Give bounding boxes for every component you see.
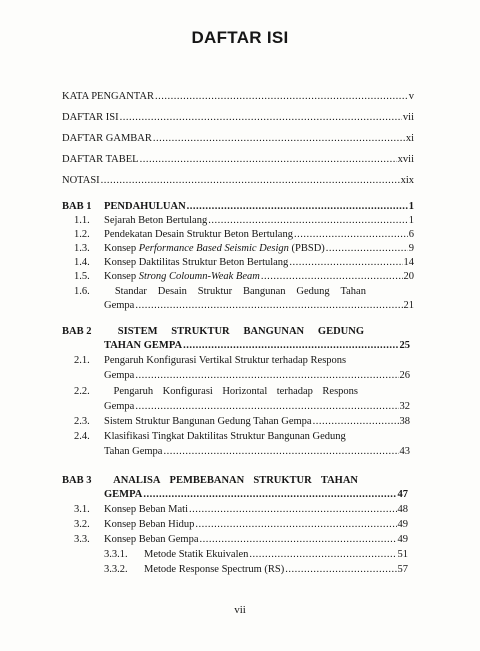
section-page: 38 [399,416,410,427]
section-label: Gempa [104,370,135,381]
section-number: 3.2. [74,519,90,530]
toc-section-1-2[interactable] [74,228,414,241]
toc-subsection-3-3-1[interactable] [104,548,408,561]
subsection-page: 57 [397,564,408,575]
leader-dots [140,153,397,166]
toc-entry-label: KATA PENGANTAR [62,91,154,102]
section-label: Konsep Beban Gempa [104,534,199,545]
toc-entry-page: xi [405,133,414,144]
chapter-number: BAB 3 [62,475,92,486]
toc-entry-page: xvii [397,154,414,165]
chapter-word: ANALISA [113,475,161,486]
toc-chapter-2-line1[interactable] [62,325,364,338]
toc-chapter-1[interactable] [62,200,414,213]
section-page: 26 [399,370,410,381]
toc-section-2-4-line2[interactable] [104,445,410,458]
leader-dots [249,548,396,561]
section-label-pre: Konsep [104,243,139,254]
leader-dots [285,563,396,576]
toc-section-2-4-line1[interactable] [74,430,346,443]
section-number: 1.4. [74,257,90,268]
leader-dots [326,242,408,255]
leader-dots [289,256,402,269]
section-label [104,270,260,283]
section-word: Gedung [296,286,330,297]
leader-dots [135,400,398,413]
section-label: Pendekatan Desain Struktur Beton Bertulang [104,229,293,240]
toc-entry-daftar-tabel[interactable] [62,153,414,166]
section-word: Bangunan [242,286,286,297]
leader-dots [208,214,408,227]
toc-section-3-2[interactable] [74,518,408,531]
section-word: Desain [157,286,187,297]
leader-dots [101,174,400,187]
chapter-word: BANGUNAN [243,326,305,337]
leader-dots [199,533,396,546]
leader-dots [163,445,398,458]
subsection-label: Metode Response Spectrum (RS) [144,564,285,575]
section-word: Struktur [197,286,233,297]
toc-entry-label: NOTASI [62,175,100,186]
chapter-word: TAHAN [320,475,358,486]
section-label: Klasifikasi Tingkat Daktilitas Struktur Bangunan Gedung [104,431,346,442]
chapter-word: GEDUNG [317,326,364,337]
section-label: Konsep Beban Mati [104,504,188,515]
section-word: Tahan [340,286,366,297]
section-page: 14 [403,257,414,268]
chapter-number: BAB 2 [62,326,92,337]
toc-entry-daftar-isi[interactable] [62,111,414,124]
chapter-page: 1 [408,201,414,212]
chapter-title: GEMPA [104,489,143,500]
section-page: 21 [403,300,414,311]
toc-section-1-4[interactable] [74,256,414,269]
section-number: 1.5. [74,271,90,282]
section-page: 49 [397,519,408,530]
toc-section-2-1-line1[interactable] [74,354,346,367]
leader-dots [135,369,398,382]
chapter-word: STRUKTUR [171,326,230,337]
chapter-page: 47 [397,489,408,500]
section-word: terhadap [276,386,313,397]
chapter-page: 25 [399,340,410,351]
subsection-page: 51 [397,549,408,560]
section-number: 1.3. [74,243,90,254]
page-title: DAFTAR ISI [191,28,289,47]
chapter-title: PENDAHULUAN [104,201,186,212]
leader-dots [120,111,402,124]
toc-section-2-1-line2[interactable] [104,369,410,382]
toc-section-2-2-line1[interactable] [74,385,358,398]
leader-dots [183,339,398,352]
leader-dots [313,415,399,428]
leader-dots [189,503,397,516]
chapter-title: TAHAN GEMPA [104,340,183,351]
toc-entry-daftar-gambar[interactable] [62,132,414,145]
section-label [104,242,325,255]
subsection-label: Metode Statik Ekuivalen [144,549,249,560]
section-word: Respons [322,386,358,397]
section-number: 2.1. [74,355,90,366]
section-page: 49 [397,534,408,545]
section-page: 6 [408,229,414,240]
subsection-number: 3.3.2. [104,564,128,575]
section-number: 1.1. [74,215,90,226]
section-page: 32 [399,401,410,412]
section-label-italic: Strong Coloumn-Weak Beam [138,271,260,282]
toc-entry-page: v [408,91,414,102]
leader-dots [135,299,402,312]
toc-entry-notasi[interactable] [62,174,414,187]
section-label: Sejarah Beton Bertulang [104,215,208,226]
chapter-word: STRUKTUR [253,475,312,486]
section-page: 48 [397,504,408,515]
leader-dots [261,270,403,283]
leader-dots [195,518,396,531]
toc-entry-label: DAFTAR ISI [62,112,119,123]
section-page: 43 [399,446,410,457]
toc-section-2-2-line2[interactable] [104,400,410,413]
toc-entry-label: DAFTAR TABEL [62,154,139,165]
leader-dots [155,90,408,103]
section-label: Sistem Struktur Bangunan Gedung Tahan Gempa [104,416,312,427]
section-label: Gempa [104,401,135,412]
toc-section-1-1[interactable] [74,214,414,227]
toc-entry-label: DAFTAR GAMBAR [62,133,152,144]
toc-section-1-3[interactable] [74,242,414,255]
section-label-italic: Performance Based Seismic Design [138,243,289,254]
section-number: 2.3. [74,416,90,427]
toc-entry-page: vii [402,112,414,123]
section-label-pre: Konsep [104,271,139,282]
section-label: Konsep Daktilitas Struktur Beton Bertulang [104,257,289,268]
toc-entry-kata-pengantar[interactable] [62,90,414,103]
section-number: 1.6. [74,286,90,297]
toc-section-1-6-line2[interactable] [104,299,414,312]
toc-subsection-3-3-2[interactable] [104,563,408,576]
section-page: 20 [403,271,414,282]
section-label: Konsep Beban Hidup [104,519,195,530]
page-number: vii [234,604,246,616]
toc-entry-page: xix [400,175,414,186]
section-label-post: (PBSD) [288,243,325,254]
section-word: Horizontal [222,386,268,397]
section-word: Konfigurasi [162,386,213,397]
leader-dots [187,200,408,213]
section-word: Standar [114,286,147,297]
leader-dots [143,488,396,501]
section-word: Pengaruh [113,386,154,397]
section-number: 2.2. [74,386,90,397]
section-number: 2.4. [74,431,90,442]
toc-section-3-3[interactable] [74,533,408,546]
leader-dots [153,132,405,145]
leader-dots [294,228,408,241]
subsection-number: 3.3.1. [104,549,128,560]
chapter-word: PEMBEBANAN [169,475,245,486]
toc-section-2-3[interactable] [74,415,410,428]
toc-section-3-1[interactable] [74,503,408,516]
section-page: 1 [408,215,414,226]
toc-chapter-2-line2[interactable] [104,339,410,352]
toc-chapter-3-line2[interactable] [104,488,408,501]
chapter-word: SISTEM [117,326,158,337]
section-label: Tahan Gempa [104,446,163,457]
section-page: 9 [408,243,414,254]
chapter-number: BAB 1 [62,201,92,212]
section-number: 1.2. [74,229,90,240]
section-label: Pengaruh Konfigurasi Vertikal Struktur terhadap Respons [104,355,347,366]
section-label: Gempa [104,300,135,311]
section-number: 3.3. [74,534,90,545]
toc-section-1-5[interactable] [74,270,414,283]
toc-chapter-3-line1[interactable] [62,474,358,487]
toc-section-1-6-line1[interactable] [74,285,366,298]
section-number: 3.1. [74,504,90,515]
